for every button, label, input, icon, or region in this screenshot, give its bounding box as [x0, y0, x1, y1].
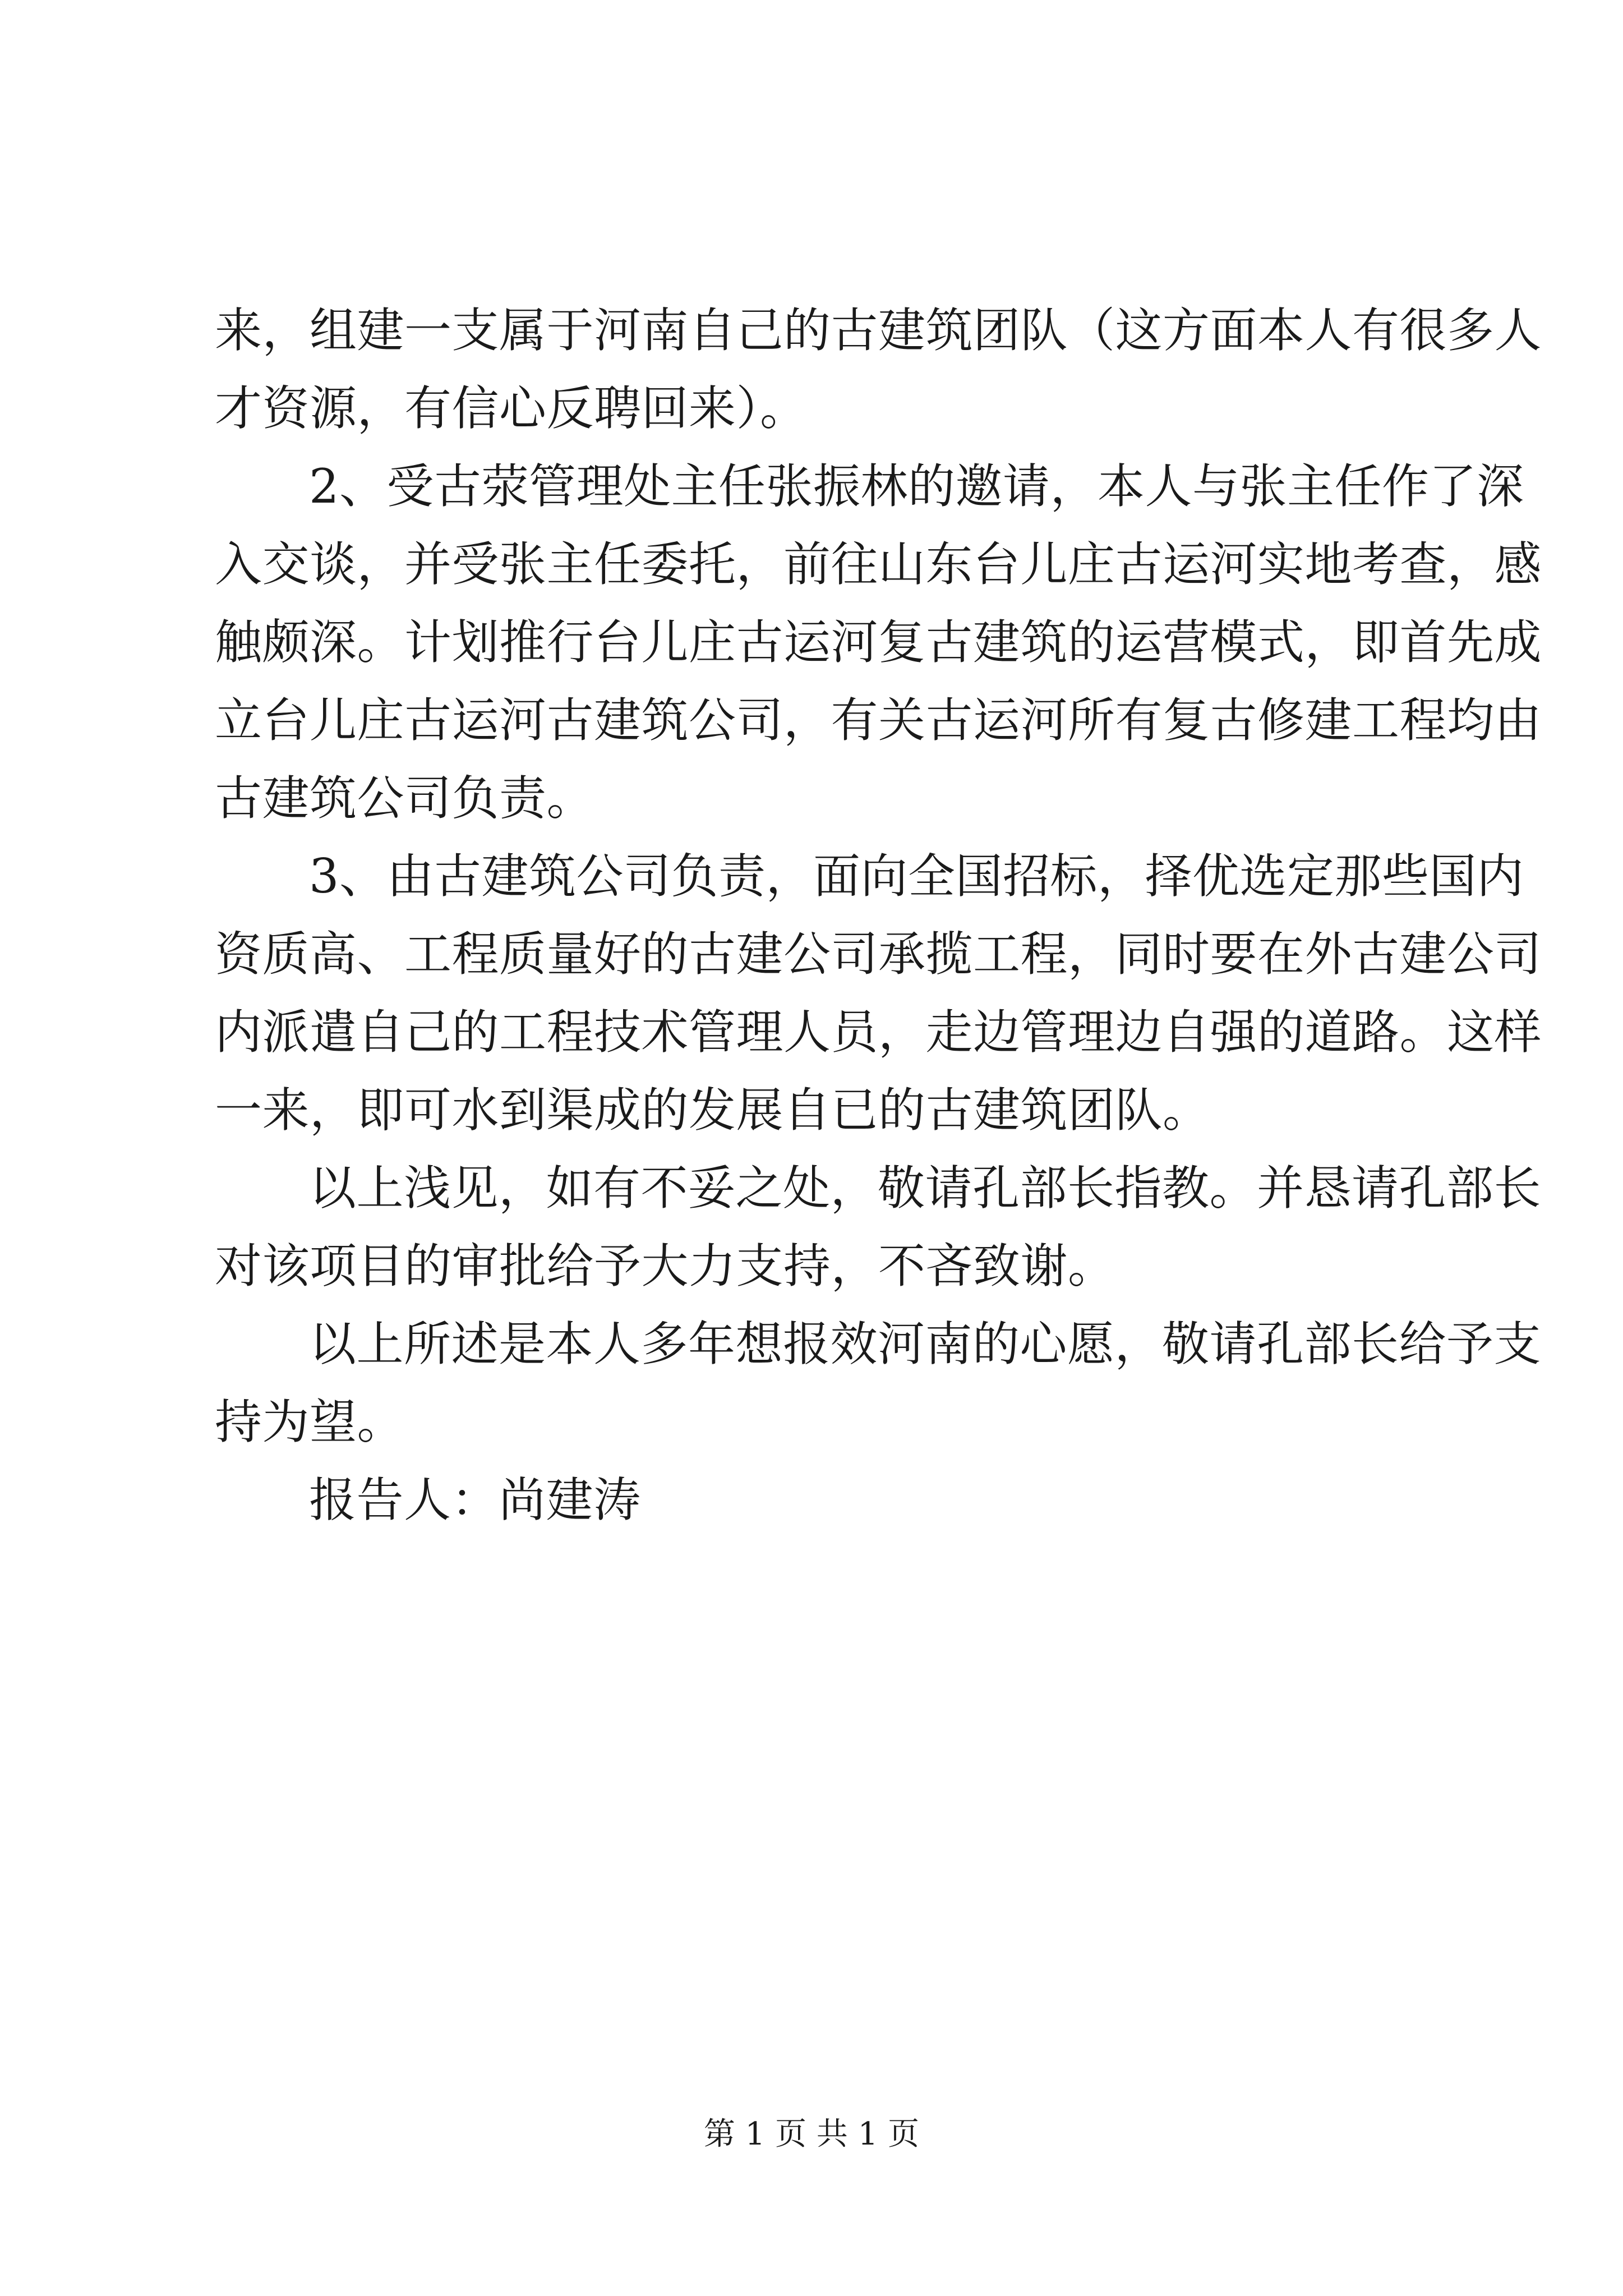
text-line: 以上所述是本人多年想报效河南的心愿，敬请孔部长给予支 [309, 1317, 1542, 1372]
text-line: 立台儿庄古运河古建筑公司，有关古运河所有复古修建工程均由 [215, 693, 1542, 748]
page-footer [0, 2115, 1623, 2154]
text-line: 才资源，有信心反聘回来）。 [215, 381, 808, 436]
paragraph-item-3 [215, 838, 1542, 1149]
text-line: 资质高、工程质量好的古建公司承揽工程，同时要在外古建公司 [215, 927, 1542, 982]
paragraph-continuation [215, 292, 1542, 448]
paragraph-closing-request [215, 1149, 1542, 1305]
signature-line [215, 1461, 1421, 1539]
text-line: 一来，即可水到渠成的发展自已的古建筑团队。 [215, 1083, 1210, 1138]
text-line: 3、由古建筑公司负责，面向全国招标，择优选定那些国内 [309, 849, 1524, 904]
paragraph-item-2 [215, 448, 1542, 838]
text-line: 2、受古荥管理处主任张振林的邀请，本人与张主任作了深 [309, 459, 1524, 514]
paragraph-closing-wish [215, 1305, 1542, 1461]
page-number: 第 1 页 共 1 页 [703, 2116, 920, 2152]
reporter-name: 报告人：尚建涛 [309, 1473, 641, 1527]
text-line: 入交谈，并受张主任委托，前往山东台儿庄古运河实地考查，感 [215, 537, 1542, 592]
text-line: 对该项目的审批给予大力支持，不吝致谢。 [215, 1239, 1115, 1294]
text-line: 触颇深。计划推行台儿庄古运河复古建筑的运营模式，即首先成 [215, 615, 1542, 670]
text-line: 内派遣自己的工程技术管理人员，走边管理边自强的道路。这样 [215, 1005, 1542, 1060]
text-line: 以上浅见，如有不妥之处，敬请孔部长指教。并恳请孔部长 [309, 1161, 1542, 1216]
text-line: 持为望。 [215, 1395, 405, 1450]
text-line: 古建筑公司负责。 [215, 771, 594, 826]
document-body [215, 292, 1542, 1539]
text-line: 来，组建一支属于河南自己的古建筑团队（这方面本人有很多人 [215, 303, 1542, 358]
